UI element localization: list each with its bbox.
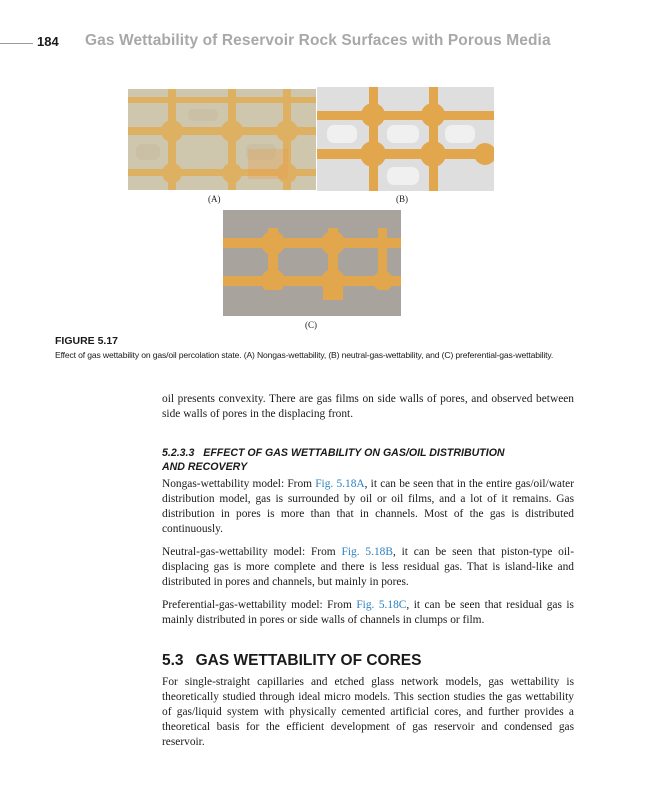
paragraph-nongas-text: Nongas-wettability model: From — [162, 478, 316, 490]
subsection-heading — [162, 446, 574, 474]
paragraph-neutral-text-cont: , it can be seen that piston-type oil-displacing gas is more complete and there is less residual gas. That is island-like and distributed in pores and channels, but mainly in pores. — [162, 546, 574, 588]
continuation-block — [162, 392, 574, 422]
subsection-body — [162, 477, 574, 628]
figure-panel-a-photo — [128, 89, 316, 190]
running-title: Gas Wettability of Reservoir Rock Surfaces with Porous Media — [85, 32, 551, 49]
paragraph-preferential-text: Preferential-gas-wettability model: From — [162, 599, 357, 611]
header-rule — [0, 43, 33, 44]
section-title: GAS WETTABILITY OF CORES — [195, 652, 422, 669]
subsection-number: 5.2.3.3 — [162, 447, 195, 459]
figure-panel-b-label: (B) — [396, 194, 408, 204]
paragraph-nongas-text-cont: , it can be seen that in the entire gas/oil/water distribution model, gas is surrounded by oil or oil films, and a lot of it remains. Gas distribution in pores is more than that in channels. Most of the gas is distributed continuously. — [162, 478, 574, 535]
subsection-title-line1: EFFECT OF GAS WETTABILITY ON GAS/OIL DISTRIBUTION — [203, 447, 505, 459]
paragraph-preferential-text-cont: , it can be seen that residual gas is mainly distributed in pores or side walls of channels in clumps or film. — [162, 599, 574, 626]
figure-link-5-18c[interactable]: Fig. 5.18C — [356, 599, 407, 611]
section-number: 5.3 — [162, 652, 184, 669]
figure-panel-b-photo — [317, 87, 494, 191]
figure-title: FIGURE 5.17 — [55, 335, 119, 347]
paragraph-preferential — [162, 598, 574, 628]
paragraph-neutral-text: Neutral-gas-wettability model: From — [162, 546, 342, 558]
subsection-title-line2: AND RECOVERY — [162, 461, 248, 473]
figure-link-5-18b[interactable]: Fig. 5.18B — [341, 546, 393, 558]
section-heading — [162, 652, 421, 670]
figure-panel-c-photo — [223, 210, 401, 316]
figure-panel-a-label: (A) — [208, 194, 221, 204]
section-body — [162, 675, 574, 750]
figure-link-5-18a[interactable]: Fig. 5.18A — [315, 478, 365, 490]
paragraph-nongas — [162, 477, 574, 537]
paragraph-neutral — [162, 545, 574, 590]
paragraph-cores-intro: For single-straight capillaries and etched glass network models, gas wettability is theoretically studied through ideal micro models. This section studies the gas wettability of gas/liquid system with physically cemented artificial cores, and further provides a theoretical basis for the efficient development of gas reservoir and condensed gas reservoir. — [162, 676, 574, 748]
figure-panel-c-label: (C) — [305, 320, 317, 330]
figure-caption: Effect of gas wettability on gas/oil percolation state. (A) Nongas-wettability, (B) neutral-gas-wettability, and (C) preferential-gas-wettability. — [55, 350, 554, 360]
continuation-paragraph: oil presents convexity. There are gas films on side walls of pores, and observed between side walls of pores in the displacing front. — [162, 393, 574, 420]
page-number: 184 — [37, 34, 59, 49]
